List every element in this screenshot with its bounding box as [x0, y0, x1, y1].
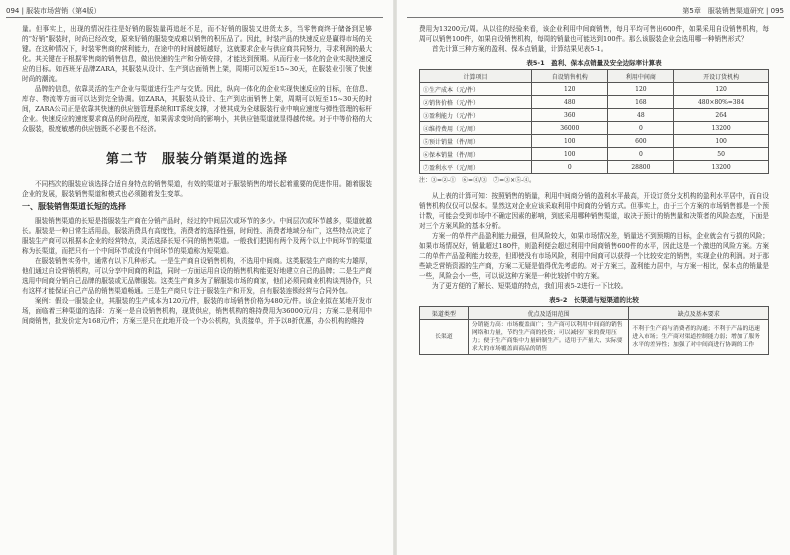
paragraph: 从上表的计算可知：按照销售的销量，利用中间商分销的盈利水平最高，开设订货分支机构的盈利水平居中，而自设销售机构仅仅可以保本。显然这对企业应该采取利用中间商的分销方式。但事实上，由于三个方案的市场销售都是一个预计数，可能会受到市场中不确定因素的影响，到底采用哪种销售渠道，取决于预计的销售量和决策者的风险态度，下面是对三个方案风险的基本分析。 — [419, 192, 769, 230]
left-page-body — [22, 24, 372, 326]
table-row — [420, 109, 769, 122]
table-cell: 120 — [532, 83, 608, 96]
table-header-cell: 开设订货机构 — [674, 70, 769, 83]
table-cell: 100 — [674, 135, 769, 148]
table-row — [420, 148, 769, 161]
table-cell: 13200 — [674, 122, 769, 135]
table-cell: 264 — [674, 109, 769, 122]
table-cell: 480×80%=384 — [674, 96, 769, 109]
table-cell: ④维持费用（元/周） — [420, 122, 532, 135]
table-cell: 0 — [532, 161, 608, 174]
table-row — [420, 320, 769, 355]
table-header-cell: 渠道类型 — [420, 307, 469, 320]
table-row — [420, 122, 769, 135]
table-header-row — [420, 307, 769, 320]
table-cell: 600 — [608, 135, 674, 148]
table-header-cell: 利用中间商 — [608, 70, 674, 83]
table-row — [420, 161, 769, 174]
table-2-caption: 表5-2 长渠道与短渠道的比较 — [549, 296, 639, 304]
table-cell: 不利于生产商与消费者的沟通；不利于产品的迅速进入市场；生产商对渠道控制能力弱；增加了服务水平的差异性；加强了对中间商进行协调的工作 — [629, 320, 769, 355]
table-header-row — [420, 70, 769, 83]
table-cell: 50 — [674, 148, 769, 161]
table-cell: ①生产成本（元/件） — [420, 83, 532, 96]
table-header-cell: 计算项目 — [420, 70, 532, 83]
right-page-body — [419, 24, 769, 355]
table-cell: 120 — [674, 83, 769, 96]
table-cell: 13200 — [674, 161, 769, 174]
table-cell: 分销能力高：市场覆盖面广；生产商可以利用中间商的销售网络和力量，节约生产商的投资；可以减轻厂家的费用压力；便于生产商集中力量研制生产。适用于产量大、实际要求大的市场覆盖面商品的销售 — [468, 320, 629, 355]
table-row — [420, 135, 769, 148]
table-1-caption: 表5-1 盈利、保本点销量及安全边际率计算表 — [526, 59, 662, 67]
paragraph: 在服装销售实务中，通常有以下几种形式。一是生产商自设销售机构，不选用中间商。这类服装生产商的实力雄厚，他们通过自设营销机构，可以分享中间商的利益，同时一方面运用自设的销售机构能更好地建立自己的品牌；二是生产商选用中间商分销自己品牌的服装或无品牌服装。这类生产商多为了解服装市场的商家，他们必须同商业机构谈判协作，只有这样才能保证自己产品的销售渠道畅通。三是生产商只专注于服装生产和开发，自有服装连锁经营与合同外包。 — [22, 257, 372, 295]
paragraph: 案例：假设一服装企业，其服装的生产成本为120元/件，服装的市场销售价格为480元/件。该企业拟在某地开发市场，面临着三种渠道的选择：方案一是自设销售机构，现货供应，销售机构的维持费用为36000元/月；方案二是利用中间商销售，批发价定为168元/件；方案三是只在此地开设一个办公机构，负责接单，并予以8折优惠，办公机构的维持 — [22, 297, 372, 325]
paragraph: 服装销售渠道的长短是指服装生产商在分销产品时，经过的中间层次或环节的多少。中间层次或环节越多，渠道就越长。服装是一种日常生活用品，服装消费具有高度性，消费者的选择性强，时间性、消费者地域分布广，这些特点决定了服装生产商可以根据本企业的经营特点，灵活选择长短不同的销售渠道。一般我们把拥有两个及两个以上中间环节的渠道称为长渠道，而把只有一个中间环节或没有中间环节的渠道称为短渠道。 — [22, 217, 372, 255]
table-cell: 168 — [608, 96, 674, 109]
table-1-note: 注：③=②-① ⑥=④/③ ⑦=③×⑤-④。 — [419, 177, 536, 184]
table-header-cell: 缺点及基本要求 — [629, 307, 769, 320]
right-header-rule — [407, 17, 784, 18]
table-cell: 100 — [532, 135, 608, 148]
table-2 — [419, 306, 769, 355]
table-header-cell: 自设销售机构 — [532, 70, 608, 83]
paragraph: 量。但事实上，出现的情况往往是好销的服装量再追赶不足，而不好销的服装又进货太多，当零售商终于储备到足够的“好销”服装时，时尚已经改变，原来好销的服装变成难以销售的积压品了。因此，时装产品的快速反应是赢得市场的关键。在这种情况下，时装零售商的营利能力，在途中的时间越短越好，这就要求企业与供应商共同努力，寻求利润的最大化。其关键在于根据零售商的销售信息，做出快速的生产和分销安排，才能达到预期。从而行业一体化的企业实现快速反应的目标。如西班牙品牌ZARA，其服装从设计、生产到店面销售上架，周期可以短至15~30天，在服装业引领了快速时尚的潮流。 — [22, 25, 372, 83]
right-page — [397, 0, 790, 555]
table-cell: ②销售价格（元/件） — [420, 96, 532, 109]
paragraph: 为了更方便的了解长、短渠道的特点，我们用表5-2进行一下比较。 — [432, 282, 628, 290]
table-cell: 0 — [608, 122, 674, 135]
left-page — [0, 0, 393, 555]
table-cell: 28800 — [608, 161, 674, 174]
paragraph: 首先计算三种方案的盈利、保本点销量，计算结果见表5-1。 — [432, 45, 608, 53]
table-cell: 36000 — [532, 122, 608, 135]
table-1 — [419, 69, 769, 174]
table-cell: 0 — [608, 148, 674, 161]
table-row — [420, 96, 769, 109]
right-running-head: 第5章 服装销售渠道研究 | 095 — [682, 7, 784, 15]
table-cell: 100 — [532, 148, 608, 161]
table-cell: ⑦盈利水平（元/周） — [420, 161, 532, 174]
table-cell: 48 — [608, 109, 674, 122]
table-cell: ⑥保本销量（件/周） — [420, 148, 532, 161]
table-cell: 120 — [608, 83, 674, 96]
section-intro: 不同档次的服装应该选择合适自身特点的销售渠道，有效的渠道对于服装销售的增长起着重要的促进作用。随着服装企业的发展，服装销售渠道和模式也必须随着发生变革。 — [22, 180, 372, 198]
paragraph: 方案一的单件产品盈利能力最强，但风险较大，如果市场情况差，销量达不到预期的目标，企业就会有亏损的风险；如果市场情况好，销量超过180件，则盈利便会超过利用中间商销售600件的水平，因此这是一个激进的风险方案。方案二的单件产品盈利能力较差，但即使没有市场风险，利用中间商可以获得一个比较安定的销售，实现企业的利润。对于那些缺乏营销资源的生产商，方案二无疑是值得优先考虑的。对于方案三，盈利能力居中，与方案一相比，保本点的销量是一些，风险会小一些，可以说这种方案是一种比较折中的方案。 — [419, 232, 769, 280]
table-cell: ③盈利能力（元/件） — [420, 109, 532, 122]
section-title: 第二节 服装分销渠道的选择 — [105, 152, 288, 167]
paragraph: 品牌的信息，依靠灵活的生产企业与渠道进行生产与交货。因此，纵向一体化的企业实现快速反应的目标，在信息、库存、物流等方面可以达到完全协调。如ZARA，其服装从设计、生产到店面销售上架，周期可以短至15~30天的时间，ZARA公司正是依靠其快速的供应链管理系统和IT系统支撑，才使其成为全球服装行业中响应速度与弹性管理的标杆企业。快速反应的速度要求商品的时尚程度，如果需求变时尚的影响小，其供应链渠道就显得越传统。对于中等价格的大众服装，极度敏感的供应链既不必要也不经济。 — [22, 85, 372, 133]
left-running-head: 094 | 服装市场营销（第4版） — [6, 7, 101, 15]
table-cell: ⑤预计销量（件/周） — [420, 135, 532, 148]
subsection-title: 一、服装销售渠道长短的选择 — [22, 202, 126, 211]
paragraph: 费用为13200元/周。从以往的经验来看，该企业利用中间商销售，每月平均可售出600件，如果采用自设销售机构，每周可以销售100件，如果自设销售机构，每周的销量也可能达到100件。那么该服装企业会选用哪一种销售形式？ — [419, 25, 769, 43]
table-header-cell: 优点及适用范围 — [468, 307, 629, 320]
table-row — [420, 83, 769, 96]
table-cell: 480 — [532, 96, 608, 109]
left-header-rule — [6, 17, 383, 18]
table-cell: 长渠道 — [420, 320, 469, 355]
table-cell: 360 — [532, 109, 608, 122]
